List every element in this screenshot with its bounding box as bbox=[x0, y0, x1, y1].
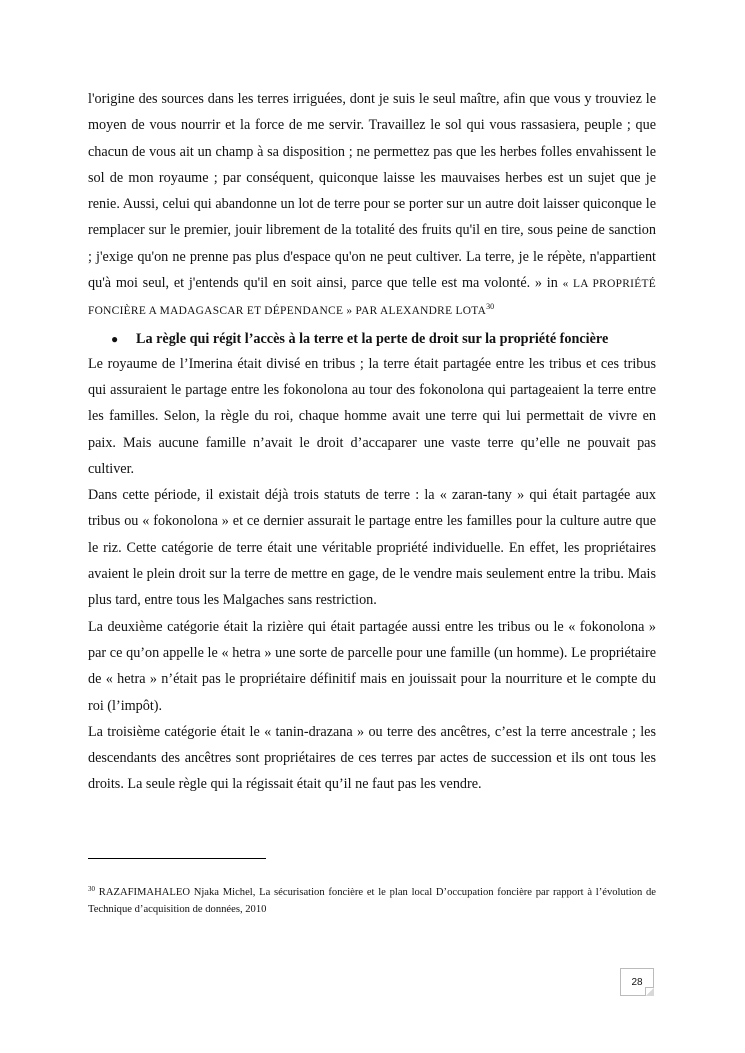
quote-text: l'origine des sources dans les terres irriguées, dont je suis le seul maître, afin que vous y trouviez le moyen de vous nourrir et la force de me servir. Travaillez le sol qui vous rassasiera, peuple ; que chacun de vous ait un champ à sa disposition ; ne permettez pas que les herbes folles envahissent le sol de mon royaume ; par conséquent, quiconque laisse les mauvaises herbes est un sujet que je renie. Aussi, celui qui abandonne un lot de terre pour se porter sur un autre doit laisser quiconque le remplacer sur le premier, jouir librement de la totalité des fruits qu'il en tire, sous peine de sanction ; j'exige qu'on ne prenne pas plus d'espace qu'on ne peut cultiver. La terre, je le répète, n'appartient qu'à moi seul, et j'entends qu'il en soit ainsi, parce que telle est ma volonté. » in bbox=[88, 91, 656, 292]
footnote-text: RAZAFIMAHALEO Njaka Michel, La sécurisation foncière et le plan local D’occupation foncière par rapport à l’évolution de Technique d’acquisition de données, 2010 bbox=[88, 887, 657, 915]
footnote bbox=[88, 884, 656, 918]
paragraph-3: La deuxième catégorie était la rizière qui était partagée aussi entre les tribus ou le « fokonolona » par ce qu’on appelle le « hetra » une sorte de parcelle pour une famille (un homme). Le propriétaire de « hetra » n’était pas le propriétaire définitif mais en jouissait pour la nourriture et le compte du roi (l’impôt). bbox=[88, 618, 656, 714]
page-number-box bbox=[620, 968, 654, 996]
section-heading bbox=[88, 327, 656, 351]
body-text bbox=[88, 86, 656, 798]
bullet-icon: ● bbox=[111, 331, 119, 346]
quote-paragraph bbox=[88, 86, 656, 325]
section-heading-text: La règle qui régit l’accès à la terre et la perte de droit sur la propriété foncière bbox=[136, 330, 609, 347]
page-curl-icon bbox=[645, 987, 654, 996]
paragraph-2: Dans cette période, il existait déjà trois statuts de terre : la « zaran-tany » qui était partagée aux tribus ou « fokonolona » et ce dernier assurait le partage entre les familles pour la culture autre que le riz. Cette catégorie de terre était une véritable propriété individuelle. En effet, les propriétaires avaient le plein droit sur la terre de mettre en gage, de le vendre mais seulement entre la tribu. Mais plus tard, entre tous les Malgaches sans restriction. bbox=[88, 487, 656, 609]
footnote-ref: 30 bbox=[486, 302, 495, 312]
footnote-separator bbox=[88, 858, 266, 859]
page-number: 28 bbox=[631, 976, 643, 988]
citation-caps: « LA PROPRIÉTÉ FONCIÈRE A MADAGASCAR ET DÉPENDANCE » PAR ALEXANDRE LOTA bbox=[88, 278, 657, 318]
paragraph-4: La troisième catégorie était le « tanin-drazana » ou terre des ancêtres, c’est la terre ancestrale ; les descendants des ancêtres sont propriétaires de ces terres par actes de succession et ils ont tous les droits. La seule règle qui la régissait était qu’il ne faut pas les vendre. bbox=[88, 723, 656, 793]
footnote-number: 30 bbox=[88, 885, 95, 893]
paragraph-1: Le royaume de l’Imerina était divisé en tribus ; la terre était partagée entre les tribus et ces tribus qui assuraient le partage entre les fokonolona au tour des fokonolona qui partageaient la terre entre les familles. Selon, la règle du roi, chaque homme avait une terre qui lui permettait de vivre en paix. Mais aucune famille n’avait le droit d’accaparer une vaste terre qu’elle ne pouvait pas cultiver. bbox=[88, 355, 656, 477]
